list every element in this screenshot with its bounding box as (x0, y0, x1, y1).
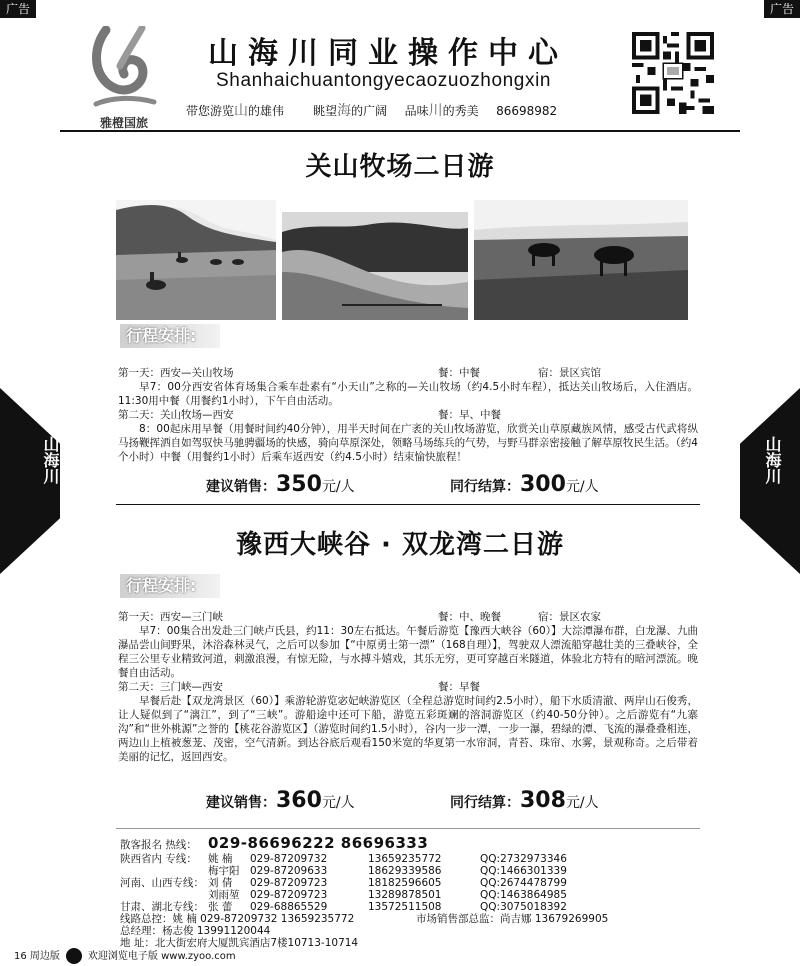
main-content (60, 132, 740, 949)
tour1-day2-body: 8：00起床用早餐（用餐时间约40分钟），用半天时间在广袤的关山牧场游览，欣赏关山草原藏族风情，感受古代武将纵马扬鞭挥洒自如驾驭快马驰骋疆场的快感，骑向草原深处，领略马场练兵的气势，与野马群亲密接触了解草原牧民生活。（约4个小时）中餐（用餐约1小时）后乘车返西安（约4.5小时）结束愉快旅程！ (118, 423, 698, 463)
address: 地 址：北大街宏府大厦凯宾酒店7楼10713-10714 (120, 937, 359, 949)
tour2-suggest-price: 建议销售：360元/人 (206, 788, 355, 813)
ad-tag-left: 广告 (0, 0, 36, 18)
tour2-peer-price: 同行结算：308元/人 (450, 788, 599, 813)
day-meal: 餐：中餐 (438, 367, 480, 379)
day-title: 第二天：关山牧场—西安 (118, 409, 234, 421)
gm-row (120, 925, 680, 937)
contact-row: 陕西省内 专线： 姚 楠 029-87209732 13659235772 QQ:2732973346 (120, 853, 567, 865)
contacts-block (120, 834, 680, 949)
tour1-peer-price: 同行结算：300元/人 (450, 472, 599, 497)
tour2-title: 豫西大峡谷 · 双龙湾二日游 (236, 530, 564, 560)
logo-caption: 雅橙国旅 (99, 116, 148, 130)
footer-text: 欢迎浏览电子版 www.zyoo.com (87, 951, 236, 962)
header (60, 18, 740, 132)
footer (14, 948, 236, 964)
day-hotel: 宿：景区农家 (538, 611, 601, 623)
day-title: 第一天：西安—关山牧场 (118, 367, 234, 379)
photo-grazing-horses (474, 200, 688, 320)
tour1-prices (60, 472, 740, 502)
hotline-row (120, 834, 680, 853)
slogan-phone: 86698982 (496, 104, 558, 118)
general-manager: 总经理：杨志俊 13991120044 (120, 925, 271, 937)
day-meal: 餐：早餐 (438, 681, 480, 693)
side-label-right: 山海川 (763, 436, 782, 484)
brand-title: 山海川同业操作中心 (208, 36, 568, 71)
page-number: 16 周边版 (14, 951, 60, 962)
day-meal: 餐：中、晚餐 (438, 611, 501, 623)
photo-horse-riders (116, 200, 276, 320)
brand-pinyin: Shanhaichuantongyecaozuozhongxin (216, 70, 552, 91)
tour1-suggest-price: 建议销售：350元/人 (206, 472, 355, 497)
tour1-schedule-label: 行程安排: (120, 324, 220, 348)
day-meal: 餐：早、中餐 (438, 409, 501, 421)
side-label-left: 山海川 (41, 436, 60, 484)
publisher-badge-icon (66, 948, 82, 964)
tour2-day1-header (118, 610, 698, 624)
tour1-title: 关山牧场二日游 (305, 152, 495, 182)
tour1-day1-body: 早7：00分西安省体育场集合乘车赴素有“小天山”之称的—关山牧场（约4.5小时车程），抵达关山牧场后，入住酒店。11:30用中餐（用餐约1小时），下午自由活动。 (118, 381, 698, 407)
tour2-day2-header (118, 680, 698, 694)
tour2-day1-body: 早7：00集合出发赴三门峡卢氏县，约11：30左右抵达。午餐后游览【豫西大峡谷（60）】大淙潭瀑布群，白龙瀑、九曲瀑品尝山间野果，沐浴森林灵气，之后可以参加【“中原勇士第一漂”（168自理）】，驾驶双人漂流船穿越壮美的三叠峡谷，全程三公里专业精致河道，刺激浪漫，有惊无险，与水搏斗嬉戏，其乐无穷，更可穿越百米隧道，体验北方特有的暗河漂流。晚餐自由活动。 (118, 625, 698, 679)
tour2-prices (60, 788, 740, 818)
qr-code-icon (632, 32, 714, 114)
agency-logo (86, 26, 162, 130)
contact-row: 甘肃、湖北专线： 张 蕾 029-68865529 13572511508 QQ:3075018392 (120, 901, 567, 913)
contact-row: 梅宇阳 029-87209633 18629339586 QQ:1466301339 (208, 865, 567, 877)
brand-slogan: 带您游览山的雄伟 眺望海的广阔 品味川的秀美 86698982 (186, 103, 558, 119)
hotline-number: 029-86696222 86696333 (208, 834, 429, 852)
tour2-day2-body: 早餐后赴【双龙湾景区（60）】乘游轮游览宓妃峡游览区（全程总游览时间约2.5小时），船下水质清澈、两岸山石俊秀，让人疑似到了“漓江”，到了“三峡”。游船途中还可下船，游览五彩斑斓的溶洞游览区（约40-50分钟）。之后游览有“九寨沟”和“世外桃源”之誉的【桃花谷游览区】（游览时间约1.5小时），谷内一步一潭，一步一瀑，碧绿的潭、飞流的瀑叠叠相连，两边山上植被葱茏、茂密，空气清新。到达谷底后观看150米宽的华夏第一水帘洞，青苔、珠帘、水雾，景观称奇。之后带着美丽的记忆，返回西安。 (118, 695, 698, 763)
contact-row: 河南、山西专线： 刘 倩 029-87209723 18182596605 QQ:2674478799 (120, 877, 567, 889)
tour2-schedule-label: 行程安排: (120, 574, 220, 598)
hotline-label: 散客报名 热线： (120, 839, 197, 851)
logo-mark-icon (86, 26, 162, 112)
tour1-day1-header (118, 366, 698, 380)
ad-tag-right: 广告 (764, 0, 800, 18)
tour1-day2-header (118, 408, 698, 422)
director-row (120, 913, 680, 925)
day-hotel: 宿：景区宾馆 (538, 367, 601, 379)
tour2-itinerary (118, 610, 698, 764)
line-director: 线路总控：姚 楠 029-87209732 13659235772 (120, 913, 355, 925)
day-title: 第二天：三门峡—西安 (118, 681, 223, 693)
contacts-divider (116, 828, 700, 829)
market-director: 市场销售部总监：尚吉娜 13679269905 (416, 913, 609, 925)
contact-row: 刘雨堃 029-87209723 13289878501 QQ:1463864985 (208, 889, 567, 901)
tour1-itinerary (118, 366, 698, 464)
day-title: 第一天：西安—三门峡 (118, 611, 223, 623)
photo-grassland-hills (282, 212, 468, 320)
section-divider (116, 504, 700, 505)
